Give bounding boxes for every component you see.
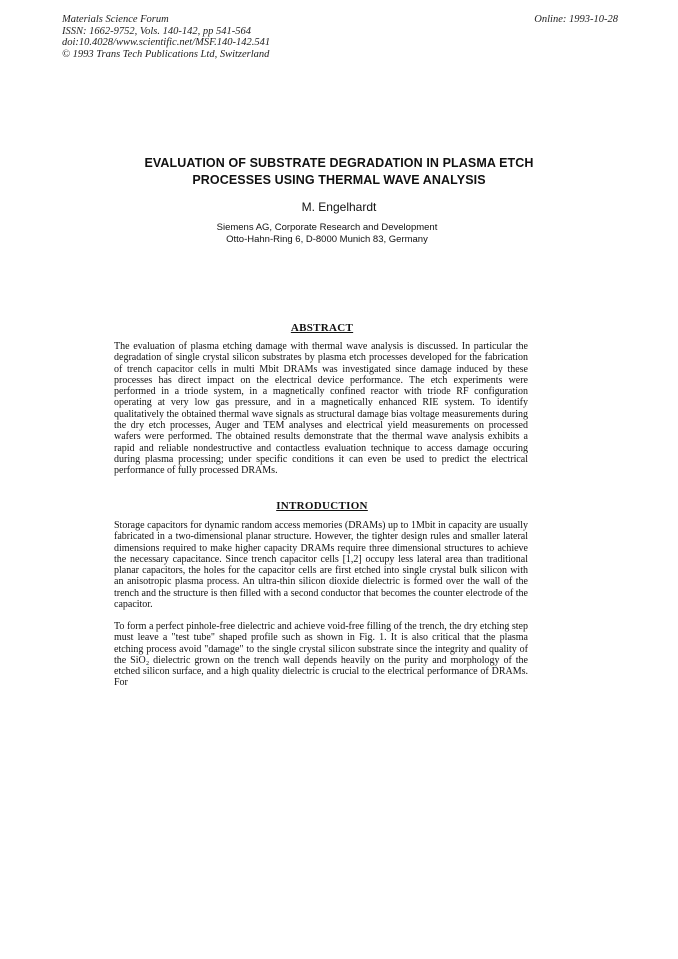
page-header [62,14,618,60]
copyright-line: © 1993 Trans Tech Publications Ltd, Switzerland [62,48,270,60]
abstract-paragraph: The evaluation of plasma etching damage with thermal wave analysis is discussed. In particular the degradation of single crystal silicon substrates by plasma etch processes developed for the fabrication of trench capacitor cells in multi Mbit DRAMs was investigated since damage induced by these processes has direct impact on the electrical device performance. The etch experiments were performed in a triode system, in a magnetically confined reactor with triode RF configuration operating at very low gas pressure, and in a magnetically enhanced RIE system. To identify qualitatively the obtained thermal wave signals as structural damage bias voltage measurements during the dry etch processes, Auger and TEM analyses and electrical yield measurements on processed wafers were performed. The obtained results demonstrate that the thermal wave analysis exhibits a rapid and reliable nondestructive and contactless evaluation technique to access damage occuring during plasma processing; under specific conditions it can even be used to predict the electrical performance of fully processed DRAMs. [114,341,528,477]
issn-line: ISSN: 1662-9752, Vols. 140-142, pp 541-564 [62,25,251,37]
title-line-1: EVALUATION OF SUBSTRATE DEGRADATION IN PLASMA ETCH [144,156,534,170]
author-name: M. Engelhardt [301,200,377,214]
doi-line[interactable]: doi:10.4028/www.scientific.net/MSF.140-142.541 [62,37,271,48]
affiliation-line-2: Otto-Hahn-Ring 6, D-8000 Munich 83, Germany [226,234,428,245]
affiliation-line-1: Siemens AG, Corporate Research and Development [216,222,438,233]
online-date: Online: 1993-10-28 [534,14,618,25]
paper-title [110,155,568,189]
journal-name: Materials Science Forum [62,14,169,25]
introduction-paragraph-1: Storage capacitors for dynamic random access memories (DRAMs) up to 1Mbit in capacity are usually fabricated in a two-dimensional planar structure. However, the tighter design rules and smaller lateral dimensions required to make higher capacity DRAMs require three dimensional structures to achieve the necessary capacitance. Since trench capacitor cells [1,2] occupy less lateral area than traditional planar capacitors, the holes for the capacitor cells are first etched into single crystal bulk silicon with an anisotropic plasma process. An ultra-thin silicon dioxide dielectric is formed over the wall of the trench and the structure is then filled with a second conductor that becomes the counter electrode of the capacitor. [114,520,528,611]
title-line-2: PROCESSES USING THERMAL WAVE ANALYSIS [192,173,486,187]
introduction-heading: INTRODUCTION [276,500,368,512]
introduction-paragraph-2: To form a perfect pinhole-free dielectric and achieve void-free filling of the trench, the dry etching step must leave a "test tube" shaped profile such as shown in Fig. 1. It is also critical that the plasma etching process avoid "damage" to the single crystal silicon substrate since the integrity and quality of the SiO₂ dielectric grown on the trench wall depends heavily on the purity and morphology of the etched silicon surface, and a high quality dielectric is crucial to the electrical performance of DRAMs. For [114,621,528,689]
author-affiliation [0,222,654,246]
abstract-heading: ABSTRACT [290,322,354,334]
